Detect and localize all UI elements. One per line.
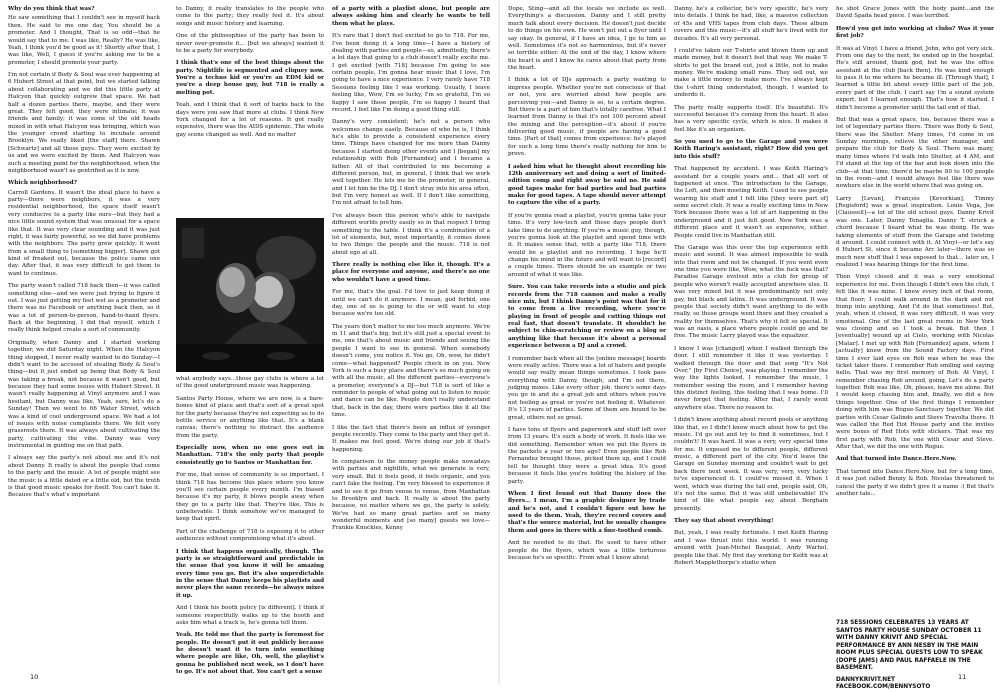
question-paragraph: There really is nothing else like it, though. It's a place for everyone and anyone, and there's no one who wouldn't have a good time.: [332, 262, 490, 283]
body-paragraph: But that was a great space, too, because there was a lot of legendary parties there. There was Body & Soul, there was the Shelter. Many times, I'd come in on Sunday mornings, relieve the other manager, and prepare the club for Body & Soul. There was many, many times where I'd walk into Shelter, at 4 AM, and I'd stand at the top of the bar and look down into the club—at that time, there'd be maybe 80 to 100 people in the room—and I would always feel like there was nowhere else in the world where that was going on.: [836, 116, 994, 190]
question-paragraph: I think that happens organically, though. The party is so straightforward and predictable in the sense that you know it will be amazing every time you go. But it's also unpredictable in the sense that Danny keeps his playlists and never plays the same records—he always mixes it up.: [176, 548, 324, 599]
body-paragraph: The party wasn't called 718 back then—it was called something else—and we were just trying to figure it out. I was just getting my feet wet as a promoter and there was no Facebook or anything back then, so it was a lot of person-to-person, hand-to-hand flyers. Back at the beginning, I did that myself, which I really think helped create a sort of community.: [8, 283, 160, 334]
left-page-column-1: [8, 6, 160, 670]
right-page-column-3: [836, 6, 994, 618]
question-paragraph: of a party with a playlist alone, but people are always asking him and clearly he wants to tell them what he plays.: [332, 6, 490, 27]
dj-booth-photo: [176, 218, 324, 372]
left-page-column-2-lower: [176, 376, 324, 676]
page-number-right: 11: [958, 673, 967, 681]
body-paragraph: Carroll Gardens. It wasn't the ideal place to have a party—there were neighbors, it was a very residential neighborhood, the space itself wasn't very conducive to a party like ours—but they had a nice little sound system that was unusual for a space like that. It was very clear sounding and it was just right, it was fairly powerful, so we did have problems with the neighbors. The party grew quickly; it went from a small thing to [something bigger]. Shawn got kind of freaked out, because the police came one day. After that, it was very difficult to get them to want to continue.: [8, 189, 160, 277]
body-paragraph: Santos Party House, where we are now, is a bare-bones kind of place and that's sort of a great spot for the party because they're not expecting us to do bottle service or anything like that. It's a blank canvas: there's nothing to distract the audience from the party.: [176, 395, 324, 439]
body-paragraph: He saw something that I couldn't see in myself back then. He said to me one day, You should be a promoter. And I thought, That is so odd—that he would say that to me. I was like, Really? He was like, Yeah, I think you'd be good as it! Shortly after that, I was like, Well, I guess if you're asking me to be a promoter, I should promote your party.: [8, 15, 160, 66]
body-paragraph: For me, that's the goal. I'd love to just keep doing it until we can't do it anymore. I mean, god forbid, one day, one of us is going to die or will want to stop because we're too old.: [332, 289, 490, 318]
body-paragraph: And I think his booth policy [is different]. I think if someone respectfully walks up to the booth and asks him what a track is, he's gonna tell them.: [176, 605, 324, 626]
right-page-column-2: [674, 6, 828, 670]
body-paragraph: I think a lot of DJs approach a party wanting to impress people. Whether you're not conscious of that or not, you are worried about how people are perceiving you—and Danny is so, to a certain degree. But there is a part of him that's totally carefree. What I learned from Danny is that it's not 100 percent about the mixing and the perception—it's about if you're delivering good music, if people are having a good time. [Part of that] comes from experience: he's played for such a long time there's really nothing for him to prove.: [508, 77, 666, 158]
body-paragraph: Danny, he's a collector, he's very specific, he's very into details. I think he had, like, a massive collection of 45s and VHS tapes from club days. These album covers and this music—it's all stuff he's lived with for decades. It's all very personal.: [674, 6, 828, 42]
body-paragraph: I could've taken our T-shirts and blown them up and made money, but it doesn't feel that way. We make T-shirts to get the brand out, just a little, not to make money. We're making small runs. They sell out, we make a little money to make more. I've always kept the t-shirt thing understated, though. I wanted to underdo it.: [674, 47, 828, 99]
body-paragraph: I'm not certain if Body & Soul was ever happening at 6 Hubert Street at that point, but we started talking about collaborating and we did this little party at Halcyon that quickly outgrew that space. We had half a dozen parties there, maybe, and they were great. They felt good, they were intimate; it was friends and family; it was some of the old heads mixed in with what Halcyon was bringing, which was the younger crowd starting to incubate around Brooklyn. We really liked [the staff] there. Shawn [Schwartz] and all those guys. They were excited by us and we were excited by them. And Halcyon was such a meeting point for the neighborhood, when the neighborhood wasn't as gentrified as it is now.: [8, 72, 160, 174]
body-paragraph: It was at Vinyl. I have a friend, John, who got very sick. From one day to the next, he ended up in the hospital. He's still around, thank god, but he was the office assistant at the club [back then]. He was kind enough to pass it to me where he became ill. [Through that], I learned a little bit about every little part of the job, every part of the club. I can't say I'm a sound system expert, but I learned enough. That's how it started. I didn't become a promoter until the tail end of that.: [836, 45, 994, 111]
question-paragraph: They say that about everything!: [674, 518, 774, 524]
body-paragraph: If you're gonna read a playlist, you're gonna take your time. It's very low-tech and these days people don't take time to do anything. If you're a music guy, though, you're gonna look at the playlist and spend time with it. It makes sense that, with a party like 718, there would be a playlist and no recording. I hope he'll change his mind in the future and will want to [record] a couple times. There should be an example or two around of what it was like.: [508, 212, 666, 278]
question-paragraph: How'd you get into working at clubs? Was it your first job?: [836, 25, 994, 40]
body-paragraph: Part of the challenge of 718 is exposing it to other audiences without compromising what it's about.: [176, 528, 324, 543]
body-paragraph: Then Vinyl closed and it was a very emotional experience for me. Even though I didn't own the club, I felt like it was mine. I knew every inch of that room, that floor; I could walk around in the dark and not bump into anything. And I'd do that sometimes! But, yeah, when it closed, it was very difficult, it was very emotional. One of the last great rooms in New York was closing and so I took a break. But then I [eventually] wound up at Cielo, working with Nicolas [Matar]. I met up with Rob [Fernandez] again, whom I [actually] knew from the Sound Factory days. First time I ever laid eyes on Rob was when he was the ticket taker there. I remember Rob smiling and saying hello. That was my first memory of Rob. At Vinyl, I remember chasing Rob around, going, Let's do a party together. Rob was like, Oh, please, leave me alone. But I would keep chasing him and, finally, we did a few things together. One of the first things I remember doing with him was Rogue-Sanctuary together. We did parties with Cesar Galindo and Steve Travolta there. It was called the Red Hot House party and the invites were boxes of Red Hots with stickers. That was my first party with Rob, the one with Cesar and Steve. After that, we did the one with Rogue.: [836, 274, 994, 450]
body-paragraph: I know I was [changed] when I walked through the door. I still remember it like it was yesterday. I walked through the door and that song "It's Not Over," [by First Choice], was playing. I remember the way the lights looked, I remember the music, I remember seeing the room, and I remember having this distinct feeling, this feeling that I was home. I'll never forget that feeling. After that, I rarely went anywhere else. There no reason to.: [674, 345, 828, 411]
body-paragraph: Larry [Levan], François [Kevorkian], Timmy [Regisford] was a great inspiration. Louie Vega, Joe [Claussell]—a lot of the old school guys. Danny Krivit was one. Later, Danny Tenaglia. Danny T. struck a chord because I heard what he was doing. He was taking elements of stuff from the Garage and twisting it around. I could connect with it. At Vinyl—or let's say 6 Hubert St. since it became Arc later—there was so much new stuff that I was exposed to that... later on, I realized I was hearing things for the first time.: [836, 195, 994, 268]
event-info-text: 718 SESSIONS CELEBRATES 13 YEARS AT SANTOS PARTY HOUSE SUNDAY OCTOBER 11 WITH DANNY KRIVIT AND SPECIAL PERFORMANCE BY ANN NESBY IN THE MAIN ROOM PLUS SPECIAL GUESTS LOW TO SPEAK (DOPE JAMS) AND PAUL RAFFAELE IN THE BASEMENT.: [836, 620, 983, 672]
body-paragraph: And he needed to do that. He used to have other people do the flyers, which was a little torturous because he's so specific. From what I know about: [508, 540, 666, 561]
left-page-column-2-upper: [176, 6, 324, 216]
body-paragraph: I always say the party's not about me and it's not about Danny. It really is about the people that come to the party and the music. A lot of people might see the music is a little dated or a little old, but the truth is that good music speaks for itself. You can't fake it. Because that's what's important: [8, 455, 160, 499]
question-paragraph: Especially now, when no one goes out in Manhattan. 718's the only party that people consistently go to Santos or Manhattan for.: [176, 445, 324, 466]
right-page-column-1: [508, 6, 666, 670]
body-paragraph: In comparison to the money people make nowadays with parties and nightlife, what we generate is very, very small. But it feels good, it feels organic, and you can't fake the feeling. I'm very blessed to experience it and to see it go from venue to venue, from Manhattan to Brooklyn and back. It really is about the party because, no matter where we go, the party is solely. We've had so many great parties and so many wonderful moments and [so many] guests we love—Frankie Knuckles, Kenny: [332, 459, 490, 532]
body-paragraph: Originally, when Danny and I started working together, we did Saturday night. When the Halcyon thing stopped, I never really wanted to do Sunday—I didn't want to be accused of stealing Body & Soul's thing—but it just ended up being that Body & Soul was taking a break, not because it wasn't good, but because they had some issues with Hubert Street. It wasn't really happening at Vinyl anymore and I was hesitant, but Danny was like, Yeah, sure, let's do a Sunday! Then we went to 66 Water Street, which was a kind of cool underground space. We had a lot of issues with noise complaints there. We felt very grassroots there. It was always about cultivating the party, cultivating the vibe. Danny was very instrumental in guiding me on that path.: [8, 339, 160, 449]
page-number-left: 10: [30, 673, 39, 681]
question-paragraph: Which neighborhood?: [8, 180, 77, 187]
question-paragraph: So you used to go to the Garage and you were Keith Haring's assistant, right? How did you get into this stuff?: [674, 139, 828, 160]
body-paragraph: Danny's very consistent; he's not a person who welcomes change easily. Because of who he is, I think he's able to provide a consistent experience every time. Things have changed for me more than Danny because I started doing other events and I [began] my relationship with Rob [Fernandez] and I became a father. All of that contributed to me becoming a different person, but, in general, I think that we work well together. He lets me be the promoter, in general, and I let him be the DJ. I don't stray into his area often, but I'm very honest as well. If I don't like something, I'm not afraid to tell him.: [332, 119, 490, 207]
question-paragraph: When I first found out that Danny does the flyers... I mean, I'm a graphic designer by trade and he's not, and I couldn't figure out how he used to do them. Yeah, they're record covers and that's the source material, but he usually changes them and goes in there with a fine-toothed comb.: [508, 490, 666, 534]
credit-link-2[interactable]: FACEBOOK.COM/BENNYSOTO: [836, 684, 931, 691]
body-paragraph: Yeah, and I think that it sort of harks back to the days were you saw that more at clubs. I think New York changed for a lot of reasons. It got really expensive, there was the AIDS epidemic. The whole gay scene changed as well. And no matter: [176, 102, 324, 138]
body-paragraph: That turned into Dance.Here.Now, but for a long time, it was just called Benny & Rob. Nicolas threatened to cancel the party if we didn't give it a name :) But that's another tale...: [836, 468, 994, 497]
left-page-column-3: [332, 6, 490, 670]
body-paragraph: It's rare that I don't feel excited to go to 718. For me, I've been doing it a long time—I have a history of dealing with parties and people—so, admittedly, there's a lot days that going to a club doesn't really excite me. I get excited [with 718] because I'm going to see certain people, I'm gonna hear music that I love, I'm going to have a nice experience. I very rarely have 718 Sessions feeling like I was working. Usually, I leave feeling like, Wow, I'm so lucky, I'm so grateful, I'm so happy I saw those people, I'm so happy I heard that record. I feel like I'm doing a good thing still.: [332, 33, 490, 113]
body-paragraph: I've always been this person who's able to navigate different worlds pretty easily so in that respect I bring something to the table. I think it's a combination of a lot of elements, but, most importantly, it comes down to two things: the people and the music. 718 is not about ego at all.: [332, 212, 490, 256]
event-info-box: [836, 620, 994, 692]
body-paragraph: The Garage was this over the top experience with music and sound. It was almost impossible to walk into that room and not be changed. If you went even one time you were like, Wow, what the fuck was that? Paradise Garage evolved into a club for group of people who weren't really accepted anywhere else. It was very mixed but it was predominantly not only gay, but black and latinx. It was underground. It was people that society didn't want anything to do with really, so those groups went there and they created a reality for themselves. That's why it felt so special. It was an oasis, a place where people could go and be free. The music Larry played was the equalizer.: [674, 244, 828, 340]
body-paragraph: I have tons of flyers and paperwork and stuff left over from 13 years. It's such a body of work. It feels like we did something. Remember when we put the flyers in the packets a year or two ago? Even people like Rob Fernandez brought those, picked them up, and I could tell he thought they were a great idea. It's good because it feels like you're holding the history of the party.: [508, 426, 666, 485]
body-paragraph: For me, that sense of community is so important. I think 718 has become this place where you know you'll see certain people every month. I'm biased because it's my party, it blows people away when they go to a party like that. They're like, This is unbelievable. I think somehow we've managed to keep that spirit.: [176, 472, 324, 523]
body-paragraph: That happened by accident. I was Keith Haring's assistant for a couple years and... that all sort of happened at once. The introduction to the Garage, the Loft, and then meeting Keith. I used to see people wearing his stuff and I felt like [they were part of] some secret club. It was a really exciting time in New York because there was a lot of art happening in the underground and it just felt good. New York was a different place and it wasn't as expensive, either. People could live in Manhattan still.: [674, 166, 828, 239]
page-gutter: [498, 0, 500, 685]
question-paragraph: And that turned into Dance.Here.Now.: [836, 456, 957, 463]
body-paragraph: The party really supports itself. It's beautiful. It's successful because it's coming from the heart. It also has a very specific cycle, which is nice. It makes it feel like it's an organism.: [674, 104, 828, 133]
body-paragraph: One of the philosophies of the party has been to never over-promote it... [but we always] wanted it to be a party for everybody.: [176, 33, 324, 54]
credit-link-1[interactable]: DANNYKRIVIT.NET: [836, 676, 895, 683]
body-paragraph: to Danny, it really translates to the people who come to the party; they really feel it. It's about songs and music history and learning.: [176, 6, 324, 27]
body-paragraph: The years don't matter to me too much anymore. We're in 11 and that's big, but it's still just a special event to me, one that's about music and friends and seeing the people I want to see in general. When somebody doesn't come, you notice it. You go, Oh, wow, he didn't come—what happened? People check in on you. New York is such a busy place and there's so much going on with all the music, all the different parties—everyone's a promoter, everyone's a DJ—but 718 is sort of like a reminder to people of what going out to listen to music and dance can be like. People don't really understand that, back in the day, there were parties like it all the time.: [332, 323, 490, 419]
body-paragraph: he shot Grace Jones with the body paint...and the David Spada head piece. I was terrified.: [836, 6, 994, 20]
body-paragraph: I remember back when all the [online message] boards were really active. There was a lot of haters and people would say really mean things sometimes. I took pass everything with Danny, though, and I'm not there, judging mixes. Like every other job, there's some days you go in and do a great job and others when you're not feeling as great or you're not feeling it. Whatever. It's 13 years of parties. Some of them are bound to be great, others not so great.: [508, 355, 666, 421]
body-paragraph: what anybody says...those gay clubs is where a lot of the good underground music was happening.: [176, 376, 324, 390]
question-paragraph: I think that's one of the best things about the party. Nightlife is segmented and cliquey now. You're a techno kid or you're an EDM kid or you're a deep house guy, but 718 is really a melting pot.: [176, 60, 324, 96]
body-paragraph: I like the fact that there's been an influx of younger people recently. They come to the party and they get it. It makes me feel good. We're doing our job if that's happening.: [332, 424, 490, 453]
question-paragraph: Yeah. He told me that the party is foremost for people. He doesn't put it out publicly because he doesn't want it to turn into something where people are like, Oh, well, the playlist's gonna be published next week, so I don't have to go. It's not about that. You can't get a sense: [176, 632, 324, 676]
question-paragraph: Sure. You can take records into a studio and pick records from the 718 cannon and make a really nice mix, but I think Danny's point was that for it to come from a live recording, where you're playing in front of people and cutting things out real fast, that doesn't translate. It shouldn't be subject to chin-scratching or review on a blog or anything like that because it's about a personal experience between a DJ and a crowd.: [508, 284, 666, 350]
question-paragraph: Why do you think that was?: [8, 6, 95, 12]
body-paragraph: Dope, Sting—and all the locals we include as well. Everything's a discussion. Danny and I still pretty much talk about every decision. He doesn't just decide to do things on his own. He won't put out a flyer until I say okay. In general, if I have an idea, I go to him as well. Sometimes it's not so harmonious, but it's never so terrible either. At the end of the day, I know where his heart is and I know he cares about that party from the heart.: [508, 6, 666, 71]
body-paragraph: But, yeah, I was really fortunate. I met Keith Haring and I was thrust into this world. I was running around with Jean-Michel Basquiat, Andy Warhol, people like that. My first day working for Keith was at Robert Mapplethorpe's studio when: [674, 530, 828, 566]
question-paragraph: I asked him what he thought about recording his 12th anniversary set and doing a sort of limited-edition comp and right away he said no. He said good tapes make for bad parties and bad parties make for good tapes. A tape should never attempt to capture the vibe of a party.: [508, 163, 666, 207]
body-paragraph: I didn't know anything about record pools or anything like that, so I didn't know much about how to get the music. I'd go out and try to find it sometimes, but I couldn't! It was hard. It was a very, very special time for me. It exposed me to different people, different music, a different part of the city. You'd leave the Garage on Sunday morning and couldn't wait to get back there next week. It was very, very, very lucky to've experienced it. I could've missed it. When I went, which was during the tail end, people said, Oh, it's not the same. But it was still unbelievable! It's kind of like what people say about Berghain presently.: [674, 417, 828, 512]
